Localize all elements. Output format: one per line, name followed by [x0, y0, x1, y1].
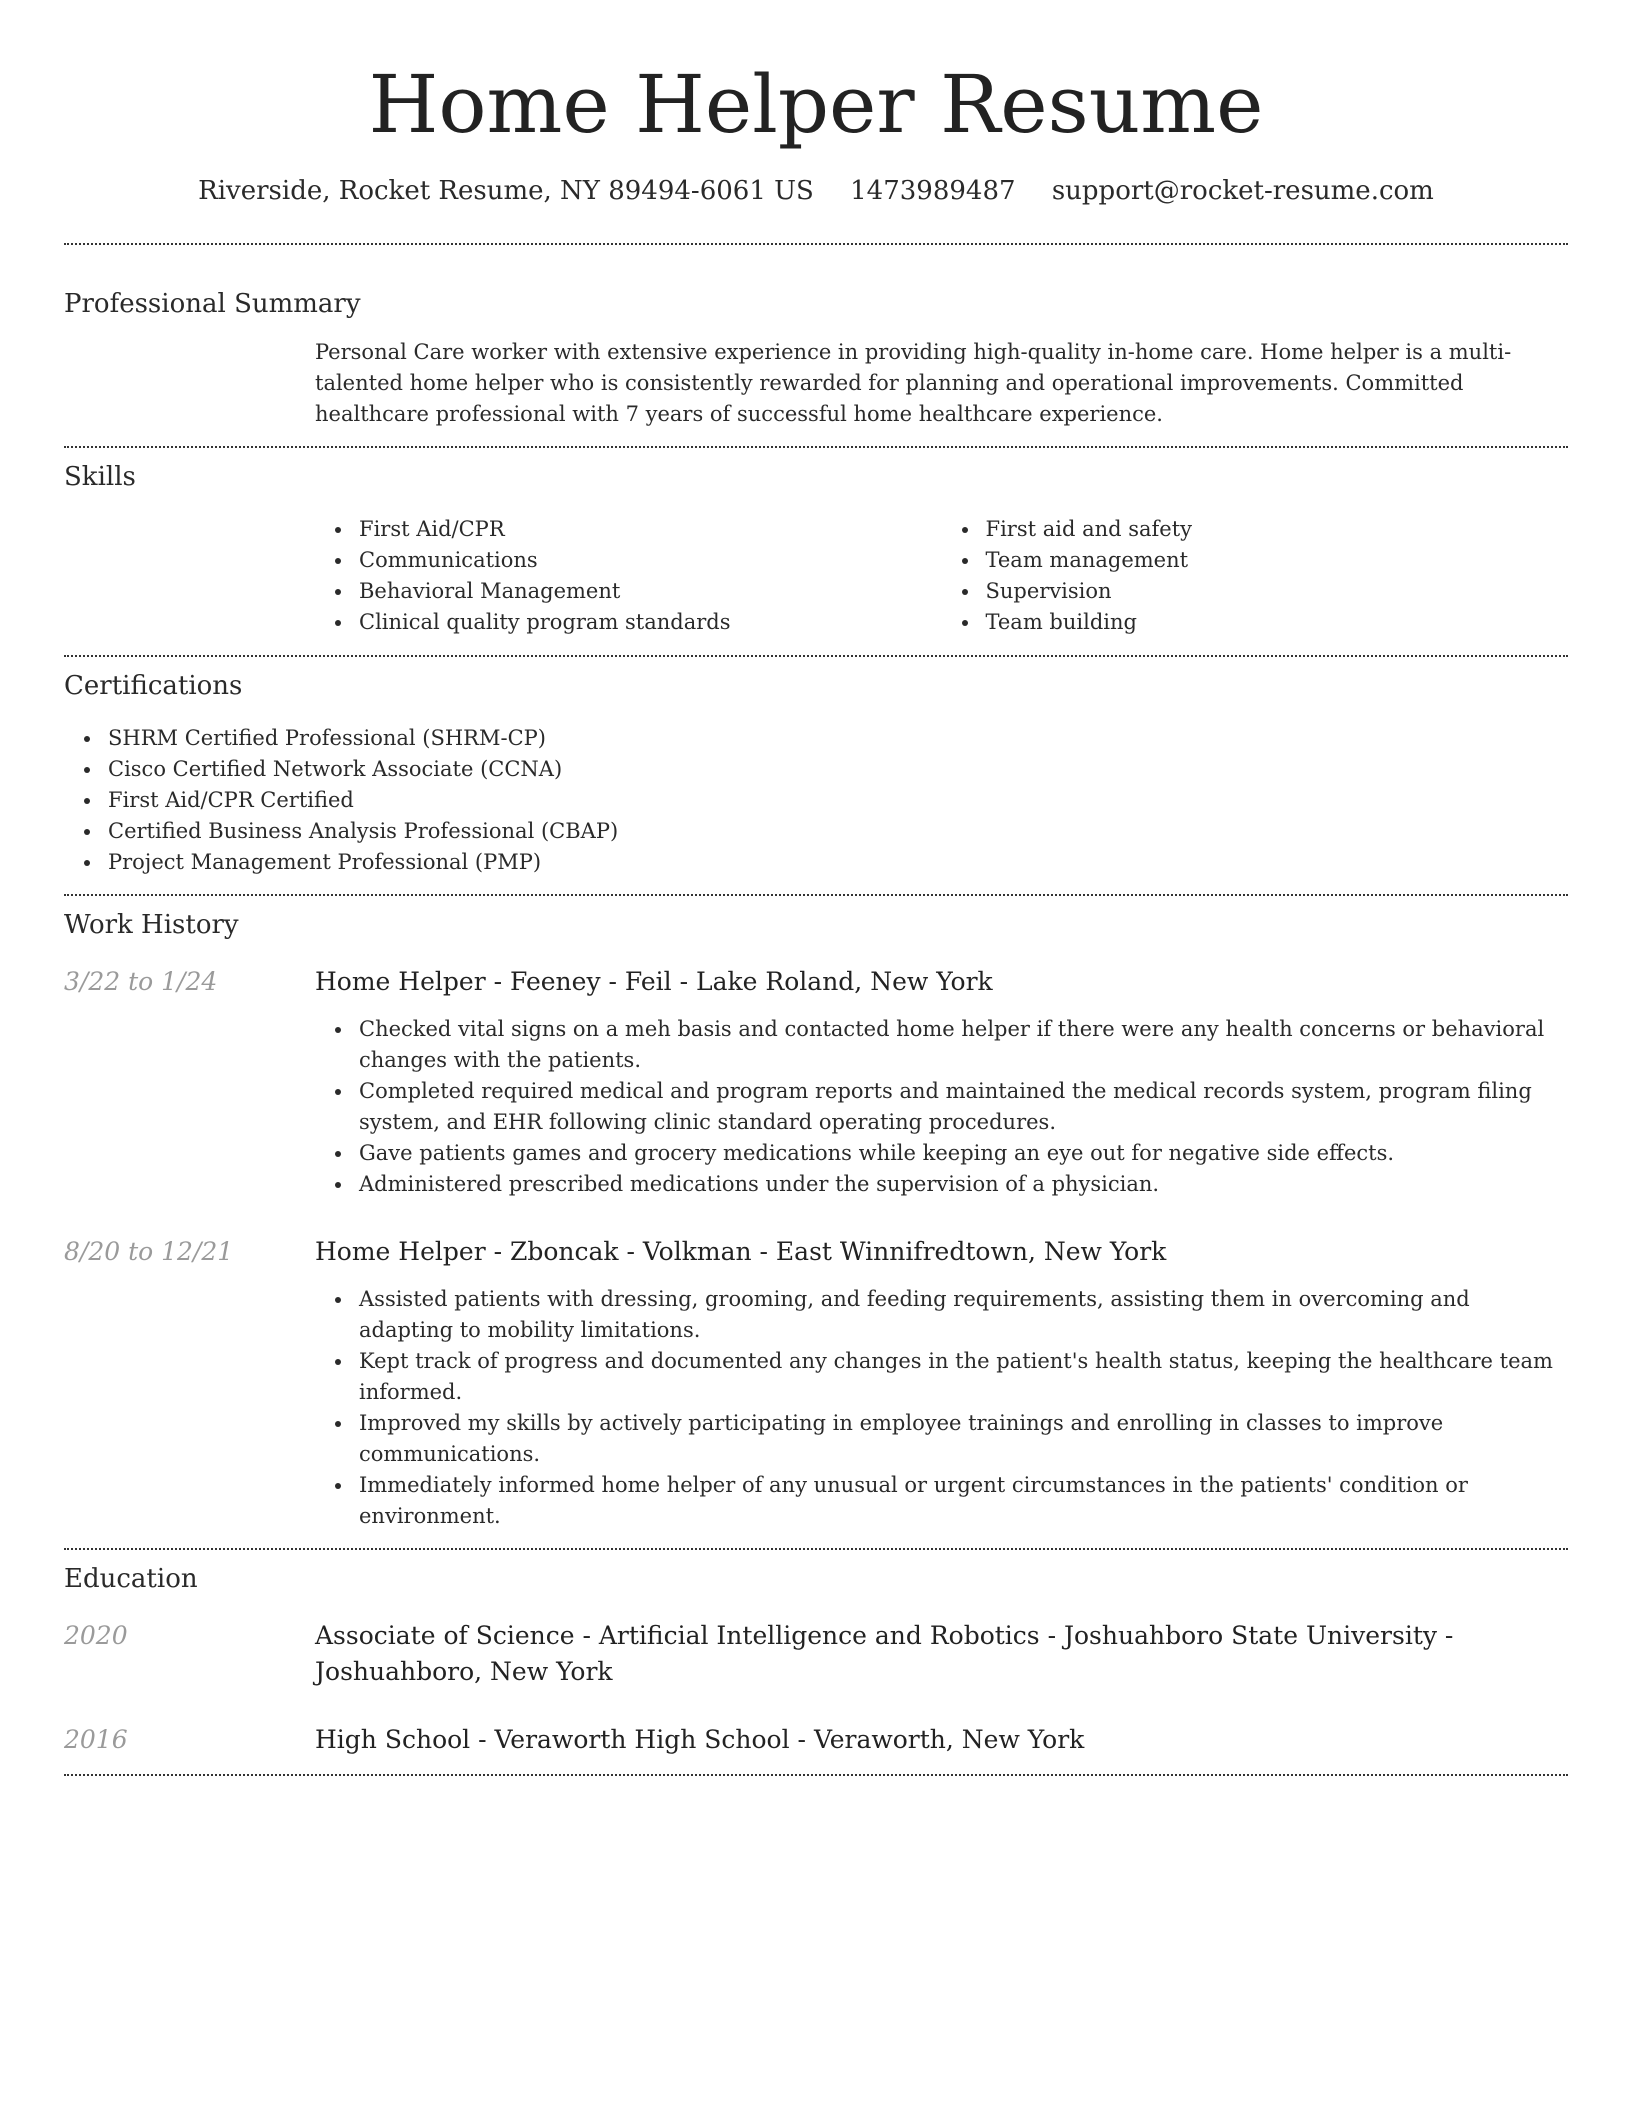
work-dates: 3/22 to 1/24 [64, 967, 218, 996]
list-item: Cisco Certified Network Associate (CCNA) [108, 754, 1568, 785]
list-item: Project Management Professional (PMP) [108, 847, 1568, 878]
section-title-summary: Professional Summary [64, 289, 361, 319]
list-item: Clinical quality program standards [359, 607, 942, 638]
list-item: Kept track of progress and documented any changes in the patient's health status, keeping the healthcare team informed. [359, 1346, 1568, 1408]
list-item: Communications [359, 545, 942, 576]
section-title-skills: Skills [64, 462, 136, 492]
skills-list-left [315, 514, 942, 638]
work-entry [64, 1234, 1568, 1532]
address: Riverside, Rocket Resume, NY 89494-6061 US [198, 176, 814, 206]
list-item: Completed required medical and program reports and maintained the medical records system, program filing system, and EHR following clinic standard operating procedures. [359, 1076, 1568, 1138]
education-year: 2016 [64, 1725, 128, 1754]
list-item: Assisted patients with dressing, grooming, and feeding requirements, assisting them in overcoming and adapting to mobility limitations. [359, 1284, 1568, 1346]
list-item: First Aid/CPR [359, 514, 942, 545]
summary-text: Personal Care worker with extensive experience in providing high-quality in-home care. Home helper is a multi-talented home helper who is consistently rewarded for planning and operational improvements. Committed healthcare professional with 7 years of successful home healthcare experience. [315, 340, 1512, 426]
education-year: 2020 [64, 1621, 128, 1650]
divider [64, 1774, 1568, 1776]
divider [64, 894, 1568, 896]
list-item: Gave patients games and grocery medications while keeping an eye out for negative side effects. [359, 1138, 1568, 1169]
divider [64, 655, 1568, 657]
email-address: support@rocket-resume.com [1051, 176, 1434, 206]
section-title-certifications: Certifications [64, 671, 243, 701]
list-item: Administered prescribed medications under the supervision of a physician. [359, 1169, 1568, 1200]
list-item: Team management [986, 545, 1569, 576]
skills-list-right [942, 514, 1569, 638]
education-entry [64, 1722, 1568, 1758]
list-item: Supervision [986, 576, 1569, 607]
list-item: First aid and safety [986, 514, 1569, 545]
skills-grid [315, 514, 1568, 638]
section-title-work-history: Work History [64, 910, 239, 940]
education-heading: High School - Veraworth High School - Veraworth, New York [315, 1725, 1085, 1754]
summary-section [64, 287, 1568, 430]
work-entry [64, 964, 1568, 1200]
divider [64, 446, 1568, 448]
list-item: Team building [986, 607, 1569, 638]
list-item: Certified Business Analysis Professional (CBAP) [108, 816, 1568, 847]
divider [64, 1548, 1568, 1550]
list-item: First Aid/CPR Certified [108, 785, 1568, 816]
contact-line [64, 173, 1568, 209]
work-heading: Home Helper - Feeney - Feil - Lake Roland, New York [315, 967, 993, 996]
work-bullets [315, 1014, 1568, 1200]
phone-number: 1473989487 [850, 176, 1016, 206]
list-item: Checked vital signs on a meh basis and contacted home helper if there were any health concerns or behavioral changes with the patients. [359, 1014, 1568, 1076]
section-title-education: Education [64, 1564, 198, 1594]
resume-page [64, 0, 1568, 1776]
work-entry-main [315, 964, 1568, 1200]
certifications-list [64, 723, 1568, 878]
work-bullets [315, 1284, 1568, 1532]
work-entry-main [315, 1234, 1568, 1532]
list-item: SHRM Certified Professional (SHRM-CP) [108, 723, 1568, 754]
divider [64, 243, 1568, 245]
education-heading: Associate of Science - Artificial Intelligence and Robotics - Joshuahboro State University - Joshuahboro, New York [315, 1621, 1454, 1686]
work-dates: 8/20 to 12/21 [64, 1237, 234, 1266]
skills-section [64, 460, 1568, 638]
resume-title: Home Helper Resume [368, 58, 1264, 151]
work-heading: Home Helper - Zboncak - Volkman - East Winnifredtown, New York [315, 1237, 1167, 1266]
work-history-section [64, 908, 1568, 1532]
list-item: Immediately informed home helper of any unusual or urgent circumstances in the patients' condition or environment. [359, 1470, 1568, 1532]
list-item: Improved my skills by actively participating in employee trainings and enrolling in classes to improve communications. [359, 1408, 1568, 1470]
education-entry [64, 1618, 1568, 1690]
certifications-section [64, 669, 1568, 878]
list-item: Behavioral Management [359, 576, 942, 607]
education-section [64, 1562, 1568, 1758]
